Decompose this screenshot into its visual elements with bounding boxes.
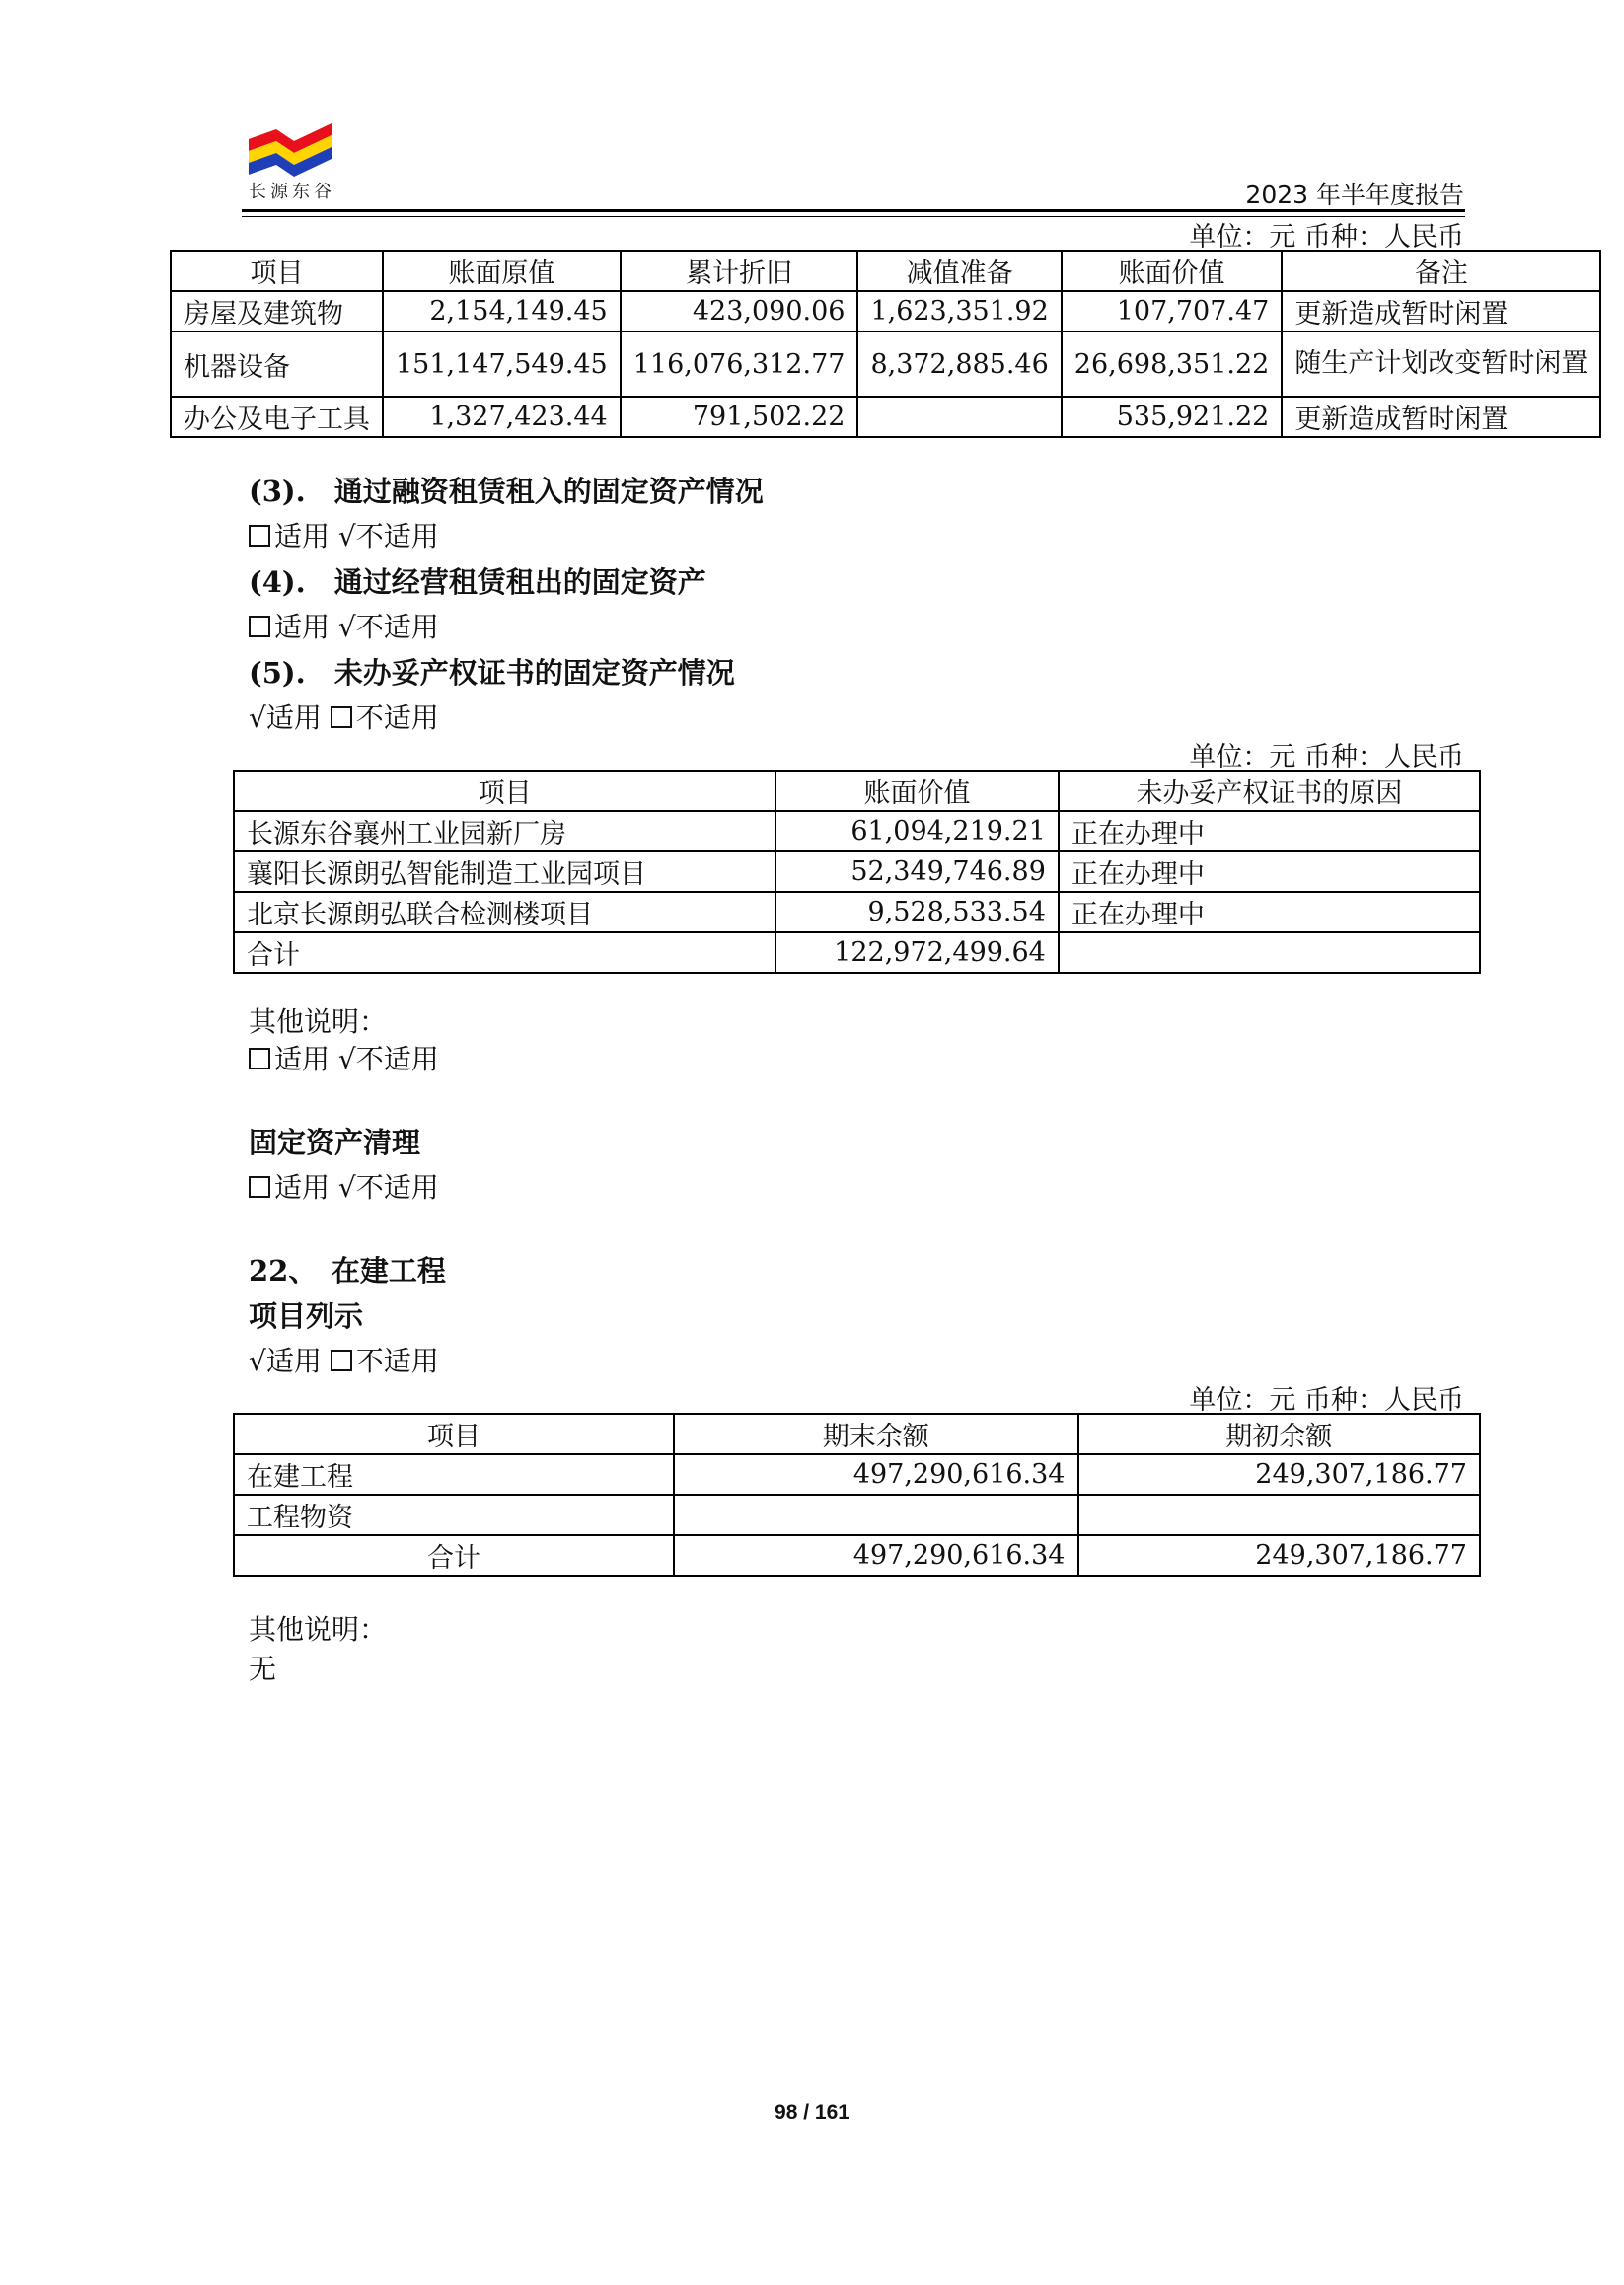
- checkbox-icon: [331, 1350, 352, 1371]
- option-text: 适用 √不适用: [274, 611, 439, 643]
- applicability-option: [249, 697, 439, 736]
- column-header: 项目: [234, 1414, 674, 1454]
- table-cell: 249,307,186.77: [1078, 1454, 1481, 1495]
- table-cell: 随生产计划改变暂时闲置: [1282, 332, 1600, 397]
- checkbox-icon: [249, 616, 270, 637]
- table-cell: 151,147,549.45: [383, 332, 621, 397]
- unit-label: 单位：元 币种：人民币: [1189, 1385, 1464, 1416]
- table-row: [171, 291, 1600, 332]
- unit-label: 单位：元 币种：人民币: [1189, 222, 1464, 253]
- checkbox-icon: [249, 525, 270, 547]
- column-header: 备注: [1282, 251, 1600, 291]
- table-row: [234, 851, 1480, 892]
- table-cell: 249,307,186.77: [1078, 1535, 1481, 1576]
- table-cell: 1,327,423.44: [383, 397, 621, 437]
- table-header-row: [234, 771, 1480, 811]
- report-title: 2023 年半年度报告: [1245, 181, 1464, 209]
- table-cell: 办公及电子工具: [171, 397, 383, 437]
- applicability-option: [249, 1038, 439, 1077]
- other-notes-label: 其他说明：: [249, 1005, 388, 1038]
- table-cell: 423,090.06: [621, 291, 858, 332]
- checkbox-icon: [249, 1048, 270, 1069]
- table-row: [171, 332, 1600, 397]
- table-cell: 122,972,499.64: [775, 932, 1059, 973]
- table-cell: 正在办理中: [1059, 811, 1480, 851]
- table-cell: 更新造成暂时闲置: [1282, 397, 1600, 437]
- table-cell: 791,502.22: [621, 397, 858, 437]
- column-header: 账面价值: [1062, 251, 1283, 291]
- unit-label: 单位：元 币种：人民币: [1189, 742, 1464, 773]
- table-cell: 房屋及建筑物: [171, 291, 383, 332]
- section-heading: 22、 在建工程: [249, 1254, 446, 1288]
- table-cell: 9,528,533.54: [775, 892, 1059, 932]
- applicability-option: [249, 606, 439, 645]
- table-cell: 497,290,616.34: [674, 1535, 1077, 1576]
- table-row: [234, 811, 1480, 851]
- column-header: 累计折旧: [621, 251, 858, 291]
- idle-assets-table: [170, 250, 1601, 438]
- table-cell: 535,921.22: [1062, 397, 1283, 437]
- applicability-option: [249, 1166, 439, 1206]
- option-text: 适用 √不适用: [274, 520, 439, 553]
- option-text: 不适用: [355, 1345, 439, 1377]
- page-number: 98 / 161: [775, 2101, 849, 2124]
- section-heading: 固定资产清理: [249, 1126, 421, 1159]
- table-cell: 52,349,746.89: [775, 851, 1059, 892]
- property-certificate-table: [233, 770, 1481, 974]
- table-row: [234, 892, 1480, 932]
- table-row: [171, 397, 1600, 437]
- column-header: 减值准备: [857, 251, 1061, 291]
- table-row: [234, 1454, 1480, 1495]
- table-cell: 497,290,616.34: [674, 1454, 1077, 1495]
- table-cell: 1,623,351.92: [857, 291, 1061, 332]
- column-header: 项目: [234, 771, 775, 811]
- section-heading: (3). 通过融资租赁租入的固定资产情况: [249, 475, 764, 508]
- other-notes-label: 其他说明：: [249, 1613, 388, 1646]
- table-cell: 北京长源朗弘联合检测楼项目: [234, 892, 775, 932]
- table-cell: 116,076,312.77: [621, 332, 858, 397]
- table-cell: 长源东谷襄州工业园新厂房: [234, 811, 775, 851]
- table-cell: [674, 1495, 1077, 1535]
- table-cell: 8,372,885.46: [857, 332, 1061, 397]
- table-cell: 正在办理中: [1059, 851, 1480, 892]
- checkbox-icon: [331, 706, 352, 728]
- table-row: [234, 1535, 1480, 1576]
- applicability-option: [249, 515, 439, 554]
- logo-text: 长源东谷: [249, 182, 335, 202]
- table-cell: 2,154,149.45: [383, 291, 621, 332]
- section-heading: (5). 未办妥产权证书的固定资产情况: [249, 656, 735, 690]
- option-text: √适用: [249, 1345, 322, 1377]
- column-header: 期初余额: [1078, 1414, 1481, 1454]
- table-cell: 正在办理中: [1059, 892, 1480, 932]
- table-cell: 61,094,219.21: [775, 811, 1059, 851]
- table-cell: 在建工程: [234, 1454, 674, 1495]
- table-cell: 26,698,351.22: [1062, 332, 1283, 397]
- column-header: 期末余额: [674, 1414, 1077, 1454]
- header-rule: [242, 209, 1465, 212]
- table-cell: [857, 397, 1061, 437]
- table-cell: 襄阳长源朗弘智能制造工业园项目: [234, 851, 775, 892]
- applicability-option: [249, 1340, 439, 1379]
- checkbox-icon: [249, 1176, 270, 1198]
- option-text: 适用 √不适用: [274, 1043, 439, 1075]
- column-header: 项目: [171, 251, 383, 291]
- table-cell: 机器设备: [171, 332, 383, 397]
- other-notes-text: 无: [249, 1653, 277, 1685]
- sub-heading: 项目列示: [249, 1299, 364, 1333]
- table-cell: 合计: [234, 932, 775, 973]
- table-cell: 工程物资: [234, 1495, 674, 1535]
- construction-in-progress-table: [233, 1413, 1481, 1577]
- table-cell: 更新造成暂时闲置: [1282, 291, 1600, 332]
- option-text: 不适用: [355, 701, 439, 734]
- column-header: 账面原值: [383, 251, 621, 291]
- table-cell: 合计: [234, 1535, 674, 1576]
- option-text: 适用 √不适用: [274, 1171, 439, 1204]
- company-logo: [247, 116, 335, 178]
- column-header: 账面价值: [775, 771, 1059, 811]
- table-row: [234, 1495, 1480, 1535]
- table-header-row: [171, 251, 1600, 291]
- table-row: [234, 932, 1480, 973]
- table-cell: 107,707.47: [1062, 291, 1283, 332]
- table-cell: [1078, 1495, 1481, 1535]
- column-header: 未办妥产权证书的原因: [1059, 771, 1480, 811]
- option-text: √适用: [249, 701, 322, 734]
- table-header-row: [234, 1414, 1480, 1454]
- section-heading: (4). 通过经营租赁租出的固定资产: [249, 565, 706, 599]
- table-cell: [1059, 932, 1480, 973]
